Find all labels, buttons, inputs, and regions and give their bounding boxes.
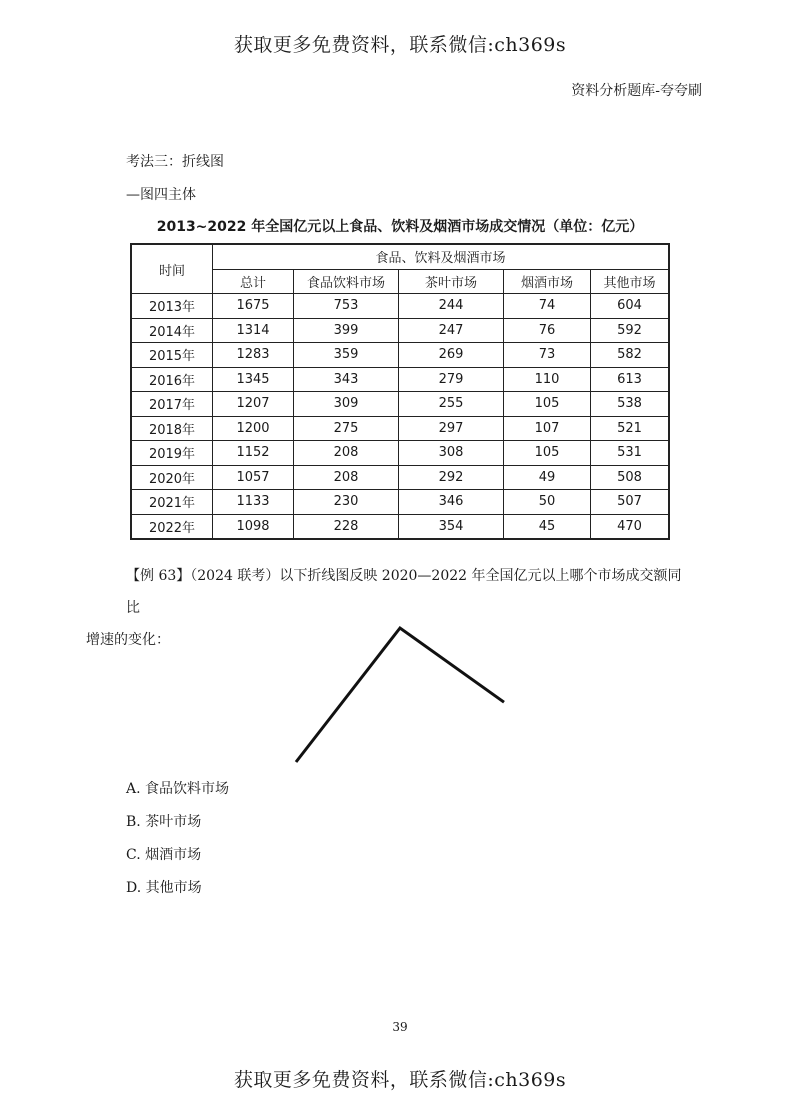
year-cell: 2020年 (131, 465, 213, 490)
value-cell: 521 (591, 416, 670, 441)
page-number: 39 (392, 1020, 408, 1034)
value-cell: 1675 (213, 294, 294, 319)
value-cell: 507 (591, 490, 670, 515)
column-header: 总计 (213, 269, 294, 294)
value-cell: 1057 (213, 465, 294, 490)
table-row (131, 416, 669, 441)
value-cell: 1200 (213, 416, 294, 441)
table-row (131, 465, 669, 490)
year-cell: 2017年 (131, 392, 213, 417)
value-cell: 531 (591, 441, 670, 466)
option-b[interactable]: B. 茶叶市场 (126, 814, 202, 830)
value-cell: 292 (399, 465, 504, 490)
value-cell: 269 (399, 343, 504, 368)
group-header: 食品、饮料及烟酒市场 (213, 244, 670, 269)
value-cell: 1314 (213, 318, 294, 343)
value-cell: 208 (294, 465, 399, 490)
year-cell: 2016年 (131, 367, 213, 392)
year-cell: 2021年 (131, 490, 213, 515)
value-cell: 110 (504, 367, 591, 392)
value-cell: 208 (294, 441, 399, 466)
value-cell: 470 (591, 514, 670, 539)
value-cell: 297 (399, 416, 504, 441)
value-cell: 49 (504, 465, 591, 490)
value-cell: 45 (504, 514, 591, 539)
time-header: 时间 (131, 244, 213, 294)
value-cell: 1152 (213, 441, 294, 466)
value-cell: 354 (399, 514, 504, 539)
table-row (131, 367, 669, 392)
option-a[interactable]: A. 食品饮料市场 (126, 781, 230, 797)
value-cell: 1207 (213, 392, 294, 417)
table-row (131, 294, 669, 319)
value-cell: 105 (504, 392, 591, 417)
bottom-banner: 获取更多免费资料，联系微信:ch369s (233, 1069, 567, 1091)
value-cell: 50 (504, 490, 591, 515)
value-cell: 74 (504, 294, 591, 319)
top-banner: 获取更多免费资料，联系微信:ch369s (233, 34, 567, 56)
column-header: 其他市场 (591, 269, 670, 294)
value-cell: 592 (591, 318, 670, 343)
value-cell: 255 (399, 392, 504, 417)
table-row (131, 514, 669, 539)
value-cell: 343 (294, 367, 399, 392)
value-cell: 1098 (213, 514, 294, 539)
section-subheading: —图四主体 (126, 187, 196, 203)
line-chart (290, 620, 530, 770)
section-heading: 考法三：折线图 (126, 154, 224, 170)
value-cell: 105 (504, 441, 591, 466)
page-header: 资料分析题库-夸夸刷 (571, 83, 702, 99)
value-cell: 359 (294, 343, 399, 368)
table-row (131, 490, 669, 515)
value-cell: 346 (399, 490, 504, 515)
value-cell: 753 (294, 294, 399, 319)
value-cell: 230 (294, 490, 399, 515)
year-cell: 2018年 (131, 416, 213, 441)
table-title: 2013~2022 年全国亿元以上食品、饮料及烟酒市场成交情况（单位：亿元） (156, 219, 644, 235)
value-cell: 308 (399, 441, 504, 466)
value-cell: 399 (294, 318, 399, 343)
table-subheader-row (131, 269, 669, 294)
value-cell: 1133 (213, 490, 294, 515)
value-cell: 107 (504, 416, 591, 441)
value-cell: 247 (399, 318, 504, 343)
value-cell: 508 (591, 465, 670, 490)
column-header: 茶叶市场 (399, 269, 504, 294)
column-header: 烟酒市场 (504, 269, 591, 294)
value-cell: 613 (591, 367, 670, 392)
series-line (296, 628, 504, 762)
value-cell: 228 (294, 514, 399, 539)
column-header: 食品饮料市场 (294, 269, 399, 294)
year-cell: 2013年 (131, 294, 213, 319)
year-cell: 2015年 (131, 343, 213, 368)
value-cell: 538 (591, 392, 670, 417)
table-row (131, 343, 669, 368)
year-cell: 2019年 (131, 441, 213, 466)
market-data-table (130, 243, 670, 540)
table-row (131, 318, 669, 343)
value-cell: 76 (504, 318, 591, 343)
table-row (131, 392, 669, 417)
value-cell: 1283 (213, 343, 294, 368)
value-cell: 604 (591, 294, 670, 319)
table-row (131, 441, 669, 466)
value-cell: 582 (591, 343, 670, 368)
question-line-1: 【例 63】（2024 联考）以下折线图反映 2020—2022 年全国亿元以上哪个市场成交额同比 (126, 568, 682, 616)
value-cell: 73 (504, 343, 591, 368)
value-cell: 275 (294, 416, 399, 441)
value-cell: 1345 (213, 367, 294, 392)
table-header-row (131, 244, 669, 269)
value-cell: 279 (399, 367, 504, 392)
value-cell: 244 (399, 294, 504, 319)
option-c[interactable]: C. 烟酒市场 (126, 847, 202, 863)
question-line-2: 增速的变化： (86, 632, 170, 648)
year-cell: 2022年 (131, 514, 213, 539)
option-d[interactable]: D. 其他市场 (126, 880, 202, 896)
value-cell: 309 (294, 392, 399, 417)
year-cell: 2014年 (131, 318, 213, 343)
